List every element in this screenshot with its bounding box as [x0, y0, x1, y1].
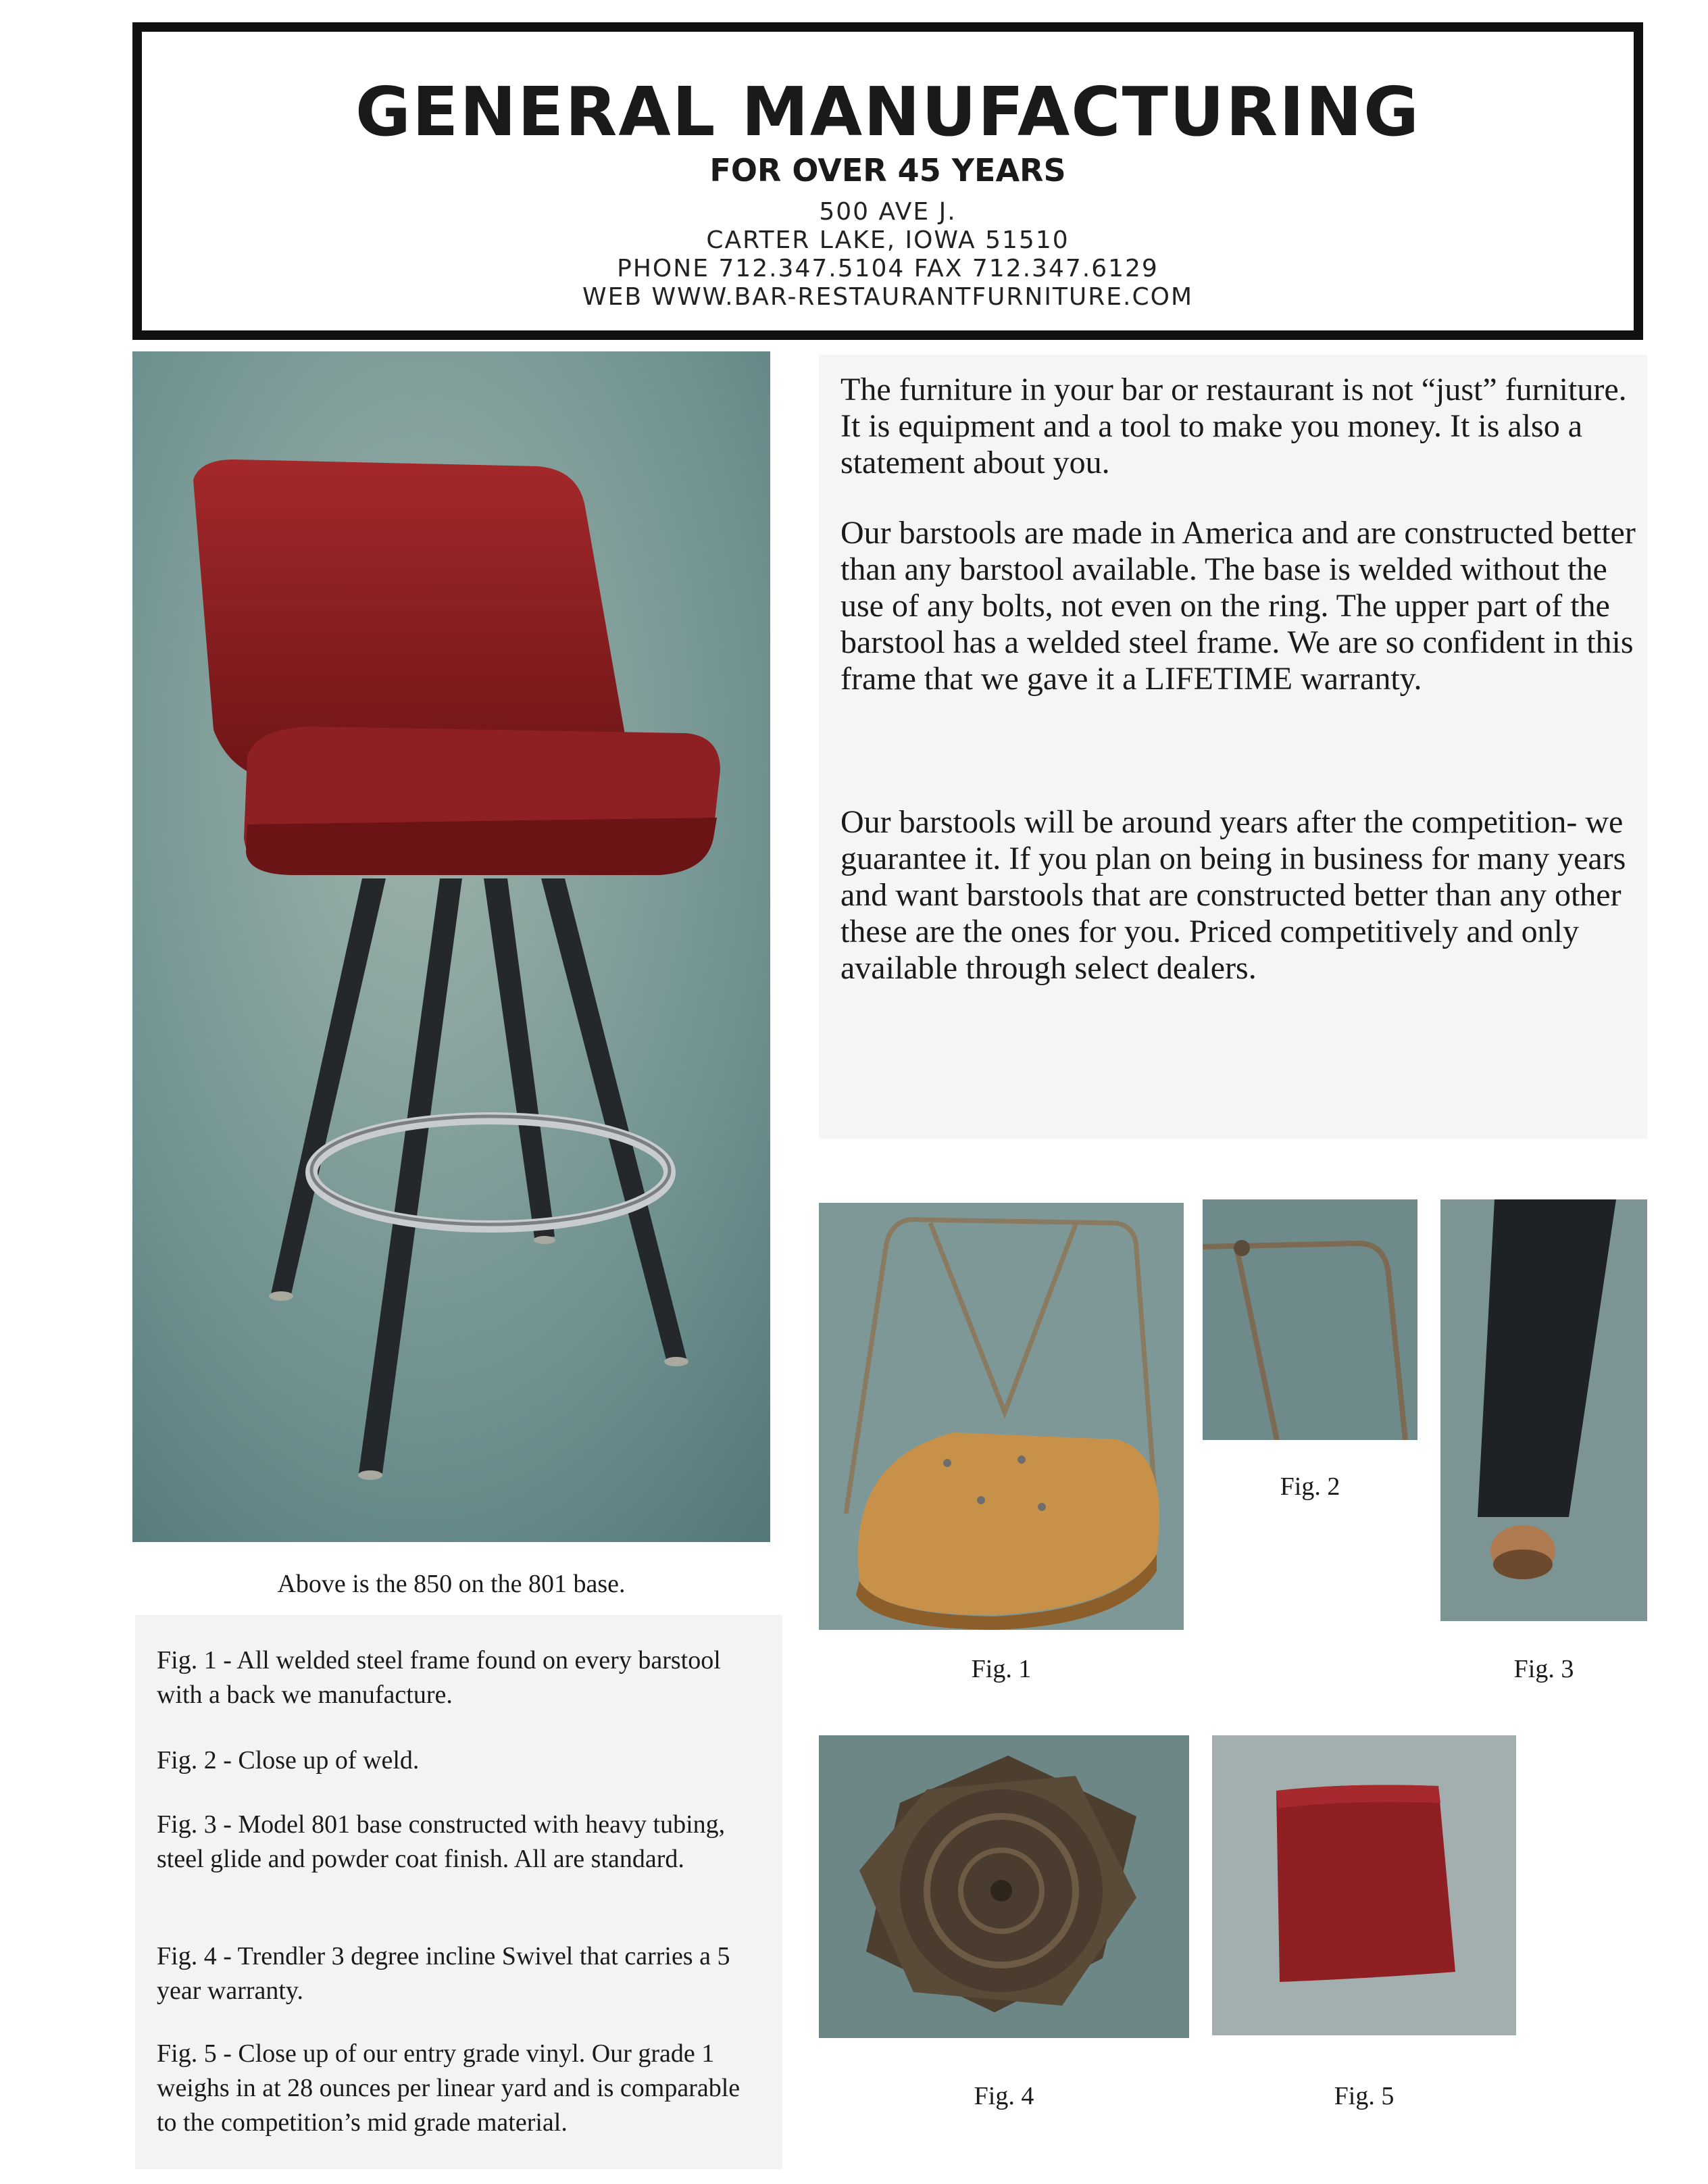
- fig-1-label: Fig. 1: [971, 1655, 1032, 1683]
- fig-note-2: Fig. 2 - Close up of weld.: [157, 1746, 420, 1775]
- fig-4-label: Fig. 4: [974, 2082, 1034, 2110]
- swivel-plate-photo: [819, 1735, 1189, 2038]
- phone-fax: PHONE 712.347.5104 FAX 712.347.6129: [617, 255, 1159, 282]
- intro-paragraph-3: Our barstools will be around years after the competition- we guarantee it. If you plan on being in business for many years and want barstools that are constructed better than any other these are the ones for you. Priced competitively and only available through select dealers.: [840, 804, 1626, 986]
- fig-note-3: Fig. 3 - Model 801 base constructed with heavy tubing, steel glide and powder coat finish. All are standard.: [157, 1810, 726, 1873]
- weld-closeup-photo: [1203, 1199, 1417, 1440]
- fig-note-4: Fig. 4 - Trendler 3 degree incline Swivel that carries a 5 year warranty.: [157, 1942, 730, 2005]
- steel-frame-photo: [819, 1203, 1184, 1630]
- intro-paragraph-2: Our barstools are made in America and are constructed better than any barstool available. The base is welded without the use of any bolts, not even on the ring. The upper part of the barstool has a welded steel frame. We are so confident in this frame that we gave it a LIFETIME warranty.: [840, 515, 1636, 697]
- fig-5-label: Fig. 5: [1334, 2082, 1395, 2110]
- base-leg-photo: [1440, 1199, 1647, 1621]
- fig-note-1: Fig. 1 - All welded steel frame found on every barstool with a back we manufacture.: [157, 1646, 721, 1709]
- fig-note-5: Fig. 5 - Close up of our entry grade vinyl. Our grade 1 weighs in at 28 ounces per linear yard and is comparable to the competition’s mid grade material.: [157, 2039, 740, 2137]
- main-photo-caption: Above is the 850 on the 801 base.: [277, 1570, 626, 1598]
- address-street: 500 AVE J.: [819, 198, 957, 226]
- vinyl-swatch-photo: [1212, 1735, 1516, 2035]
- website: WEB WWW.BAR-RESTAURANTFURNITURE.COM: [582, 283, 1194, 311]
- barstool-photo: [132, 351, 770, 1542]
- tagline: FOR OVER 45 YEARS: [709, 152, 1066, 189]
- fig-2-label: Fig. 2: [1280, 1472, 1340, 1501]
- intro-paragraph-1: The furniture in your bar or restaurant is not “just” furniture. It is equipment and a tool to make you money. It is also a statement about you.: [840, 372, 1627, 480]
- address-city: CARTER LAKE, IOWA 51510: [706, 226, 1070, 254]
- company-name: GENERAL MANUFACTURING: [355, 72, 1421, 151]
- header-box: [132, 22, 1643, 340]
- fig-3-label: Fig. 3: [1513, 1655, 1574, 1683]
